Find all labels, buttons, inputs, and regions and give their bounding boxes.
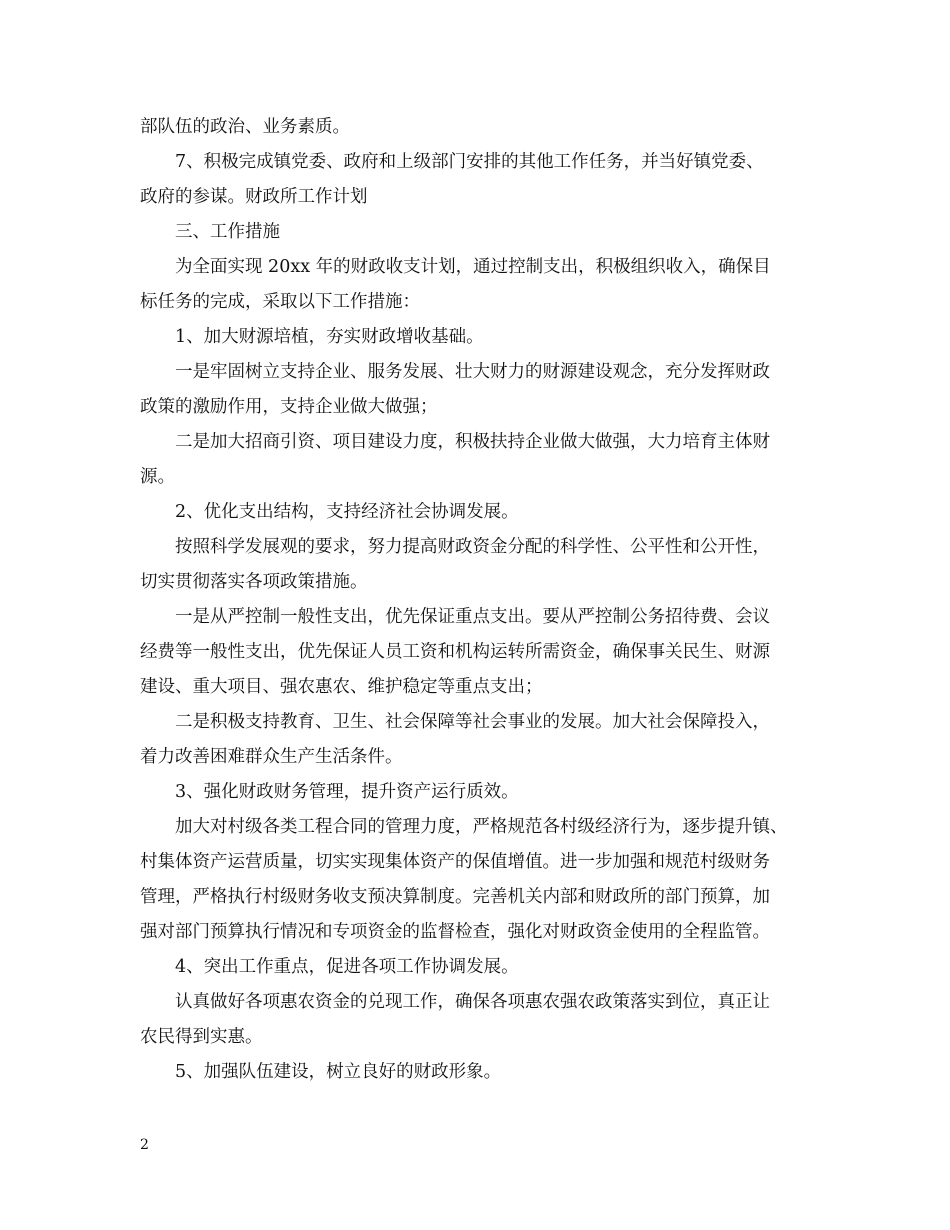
item-heading: 2、优化支出结构，支持经济社会协调发展。 [175,502,519,522]
text-line: 标任务的完成，采取以下工作措施： [140,292,420,312]
text-line: 部队伍的政治、业务素质。 [140,117,350,137]
text-line: 二是积极支持教育、卫生、社会保障等社会事业的发展。加大社会保障投入， [175,712,770,732]
text-line: 管理，严格执行村级财务收支预决算制度。完善机关内部和财政所的部门预算，加 [140,887,770,907]
item-heading: 5、加强队伍建设，树立良好的财政形象。 [175,1062,502,1082]
item-heading: 1、加大财源培植，夯实财政增收基础。 [175,327,484,347]
text-line: 村集体资产运营质量，切实实现集体资产的保值增值。进一步加强和规范村级财务 [140,852,770,872]
text-line: 源。 [140,467,175,487]
item-heading: 3、强化财政财务管理，提升资产运行质效。 [175,782,519,802]
text-line: 经费等一般性支出，优先保证人员工资和机构运转所需资金，确保事关民生、财源 [140,642,770,662]
text-line: 认真做好各项惠农资金的兑现工作，确保各项惠农强农政策落实到位，真正让 [175,992,770,1012]
text-line: 农民得到实惠。 [140,1027,263,1047]
text-line: 政策的激励作用，支持企业做大做强； [140,397,438,417]
page-number: 2 [140,1137,149,1153]
item-heading: 4、突出工作重点，促进各项工作协调发展。 [175,957,519,977]
text-line: 政府的参谋。财政所工作计划 [140,187,368,207]
text-line: 一是牢固树立支持企业、服务发展、壮大财力的财源建设观念，充分发挥财政 [175,362,770,382]
text-line: 着力改善困难群众生产生活条件。 [140,747,403,767]
body-text [140,110,820,1090]
text-line: 按照科学发展观的要求，努力提高财政资金分配的科学性、公平性和公开性， [175,537,770,557]
text-line: 为全面实现 20xx 年的财政收支计划，通过控制支出，积极组织收入，确保目 [175,257,771,277]
text-line: 强对部门预算执行情况和专项资金的监督检查，强化对财政资金使用的全程监管。 [140,922,770,942]
text-line: 切实贯彻落实各项政策措施。 [140,572,368,592]
section-heading: 三、工作措施 [175,222,280,242]
text-line: 二是加大招商引资、项目建设力度，积极扶持企业做大做强，大力培育主体财 [175,432,770,452]
text-line: 建设、重大项目、强农惠农、维护稳定等重点支出； [140,677,543,697]
text-line: 加大对村级各类工程合同的管理力度，严格规范各村级经济行为，逐步提升镇、 [175,817,788,837]
text-line: 一是从严控制一般性支出，优先保证重点支出。要从严控制公务招待费、会议 [175,607,770,627]
text-line: 7、积极完成镇党委、政府和上级部门安排的其他工作任务，并当好镇党委、 [175,152,764,172]
